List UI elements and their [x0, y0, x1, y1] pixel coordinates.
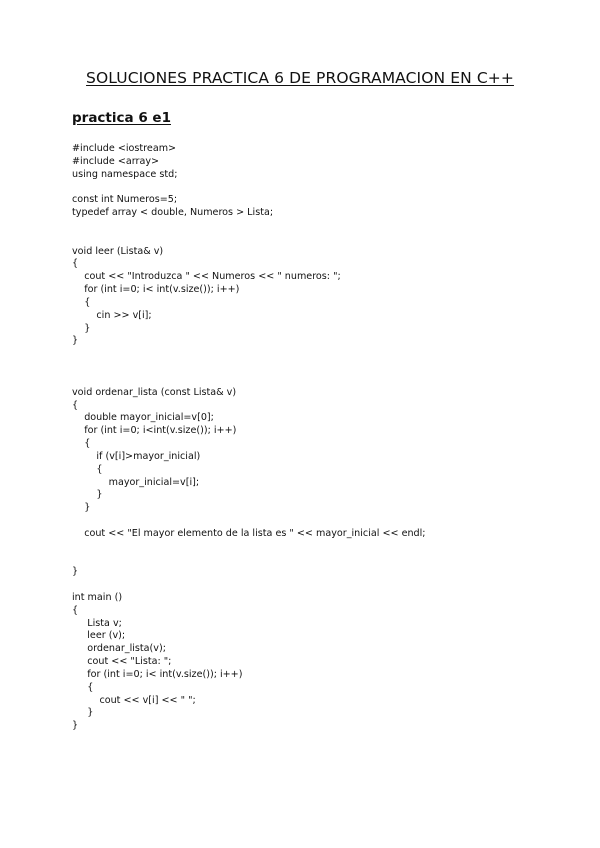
- code-line: #include <iostream>: [72, 143, 177, 154]
- section-title: practica 6 e1: [72, 110, 171, 126]
- code-line: {: [72, 438, 91, 450]
- code-line: {: [72, 604, 79, 616]
- code-line: leer (v);: [72, 630, 126, 642]
- code-line: if (v[i]>mayor_inicial): [72, 450, 201, 462]
- code-block: [72, 143, 426, 733]
- code-line: }: [72, 720, 79, 732]
- code-line: void ordenar_lista (const Lista& v): [72, 386, 237, 398]
- code-line: ordenar_lista(v);: [72, 643, 166, 655]
- code-line: for (int i=0; i< int(v.size()); i++): [72, 284, 240, 296]
- code-line: }: [72, 335, 79, 347]
- code-line: cout << "Introduzca " << Numeros << " numeros: ";: [72, 271, 341, 283]
- code-line: [72, 361, 426, 374]
- code-line: [72, 515, 426, 528]
- code-line: cout << "Lista: ";: [72, 656, 172, 668]
- code-line: Lista v;: [72, 617, 122, 629]
- code-line: {: [72, 296, 91, 308]
- code-line: }: [72, 566, 79, 578]
- code-line: cout << "El mayor elemento de la lista es " << mayor_inicial << endl;: [72, 527, 426, 539]
- code-line: for (int i=0; i<int(v.size()); i++): [72, 425, 237, 437]
- code-line: const int Numeros=5;: [72, 194, 178, 206]
- code-line: for (int i=0; i< int(v.size()); i++): [72, 668, 243, 680]
- code-line: void leer (Lista& v): [72, 245, 164, 257]
- code-line: [72, 541, 426, 554]
- code-line: #include <array>: [72, 155, 160, 167]
- code-line: [72, 374, 426, 387]
- code-line: using namespace std;: [72, 168, 178, 180]
- code-line: [72, 579, 426, 592]
- code-line: }: [72, 502, 91, 514]
- code-line: [72, 181, 426, 194]
- code-line: {: [72, 681, 94, 693]
- code-line: {: [72, 463, 103, 475]
- code-line: }: [72, 322, 91, 334]
- code-line: cout << v[i] << " ";: [72, 694, 196, 706]
- code-line: {: [72, 258, 79, 270]
- document-title: SOLUCIONES PRACTICA 6 DE PROGRAMACION EN C++: [86, 69, 514, 87]
- code-line: double mayor_inicial=v[0];: [72, 412, 214, 424]
- code-line: [72, 233, 426, 246]
- code-line: mayor_inicial=v[i];: [72, 476, 200, 488]
- code-line: cin >> v[i];: [72, 309, 152, 321]
- code-line: [72, 220, 426, 233]
- code-line: [72, 348, 426, 361]
- code-line: {: [72, 399, 79, 411]
- code-line: typedef array < double, Numeros > Lista;: [72, 207, 274, 219]
- code-line: [72, 554, 426, 567]
- code-line: int main (): [72, 591, 123, 603]
- code-line: }: [72, 707, 94, 719]
- code-line: }: [72, 489, 103, 501]
